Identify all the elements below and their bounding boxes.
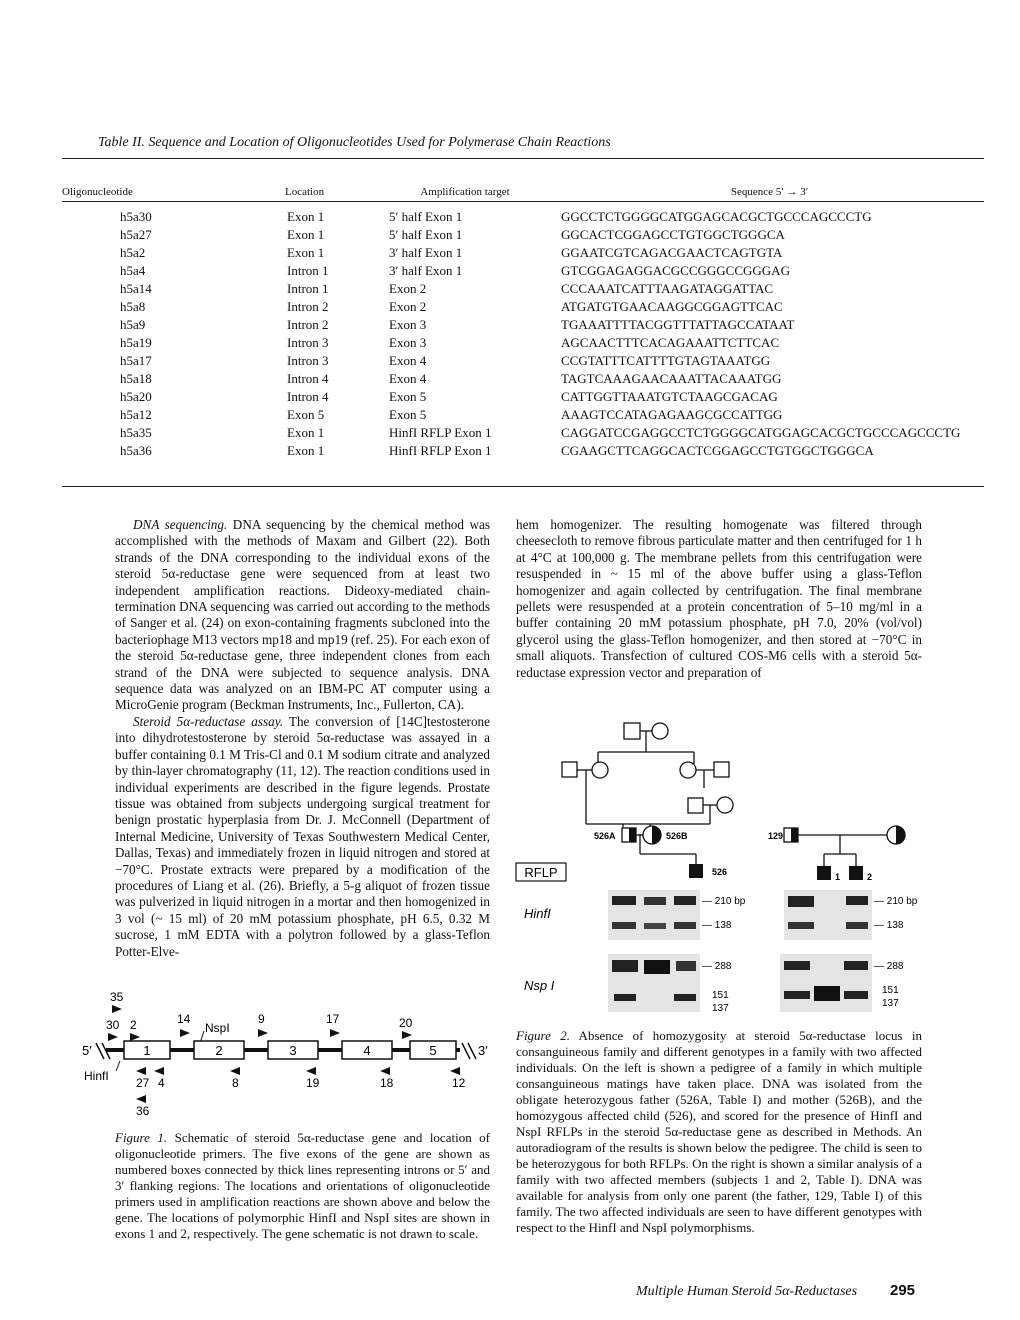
caption-heading: Figure 1. [115, 1130, 168, 1145]
band-size-151: 151 [882, 985, 899, 996]
sequence-cell: AAAGTCCATAGAGAAGCGCCATTGG [561, 407, 783, 422]
label-526: 526 [712, 867, 728, 877]
page-number: 295 [890, 1282, 916, 1299]
target-cell: HinfI RFLP Exon 1 [389, 443, 492, 458]
blot-band [612, 896, 636, 905]
band-size-288: — 288 [702, 961, 732, 972]
primer-label-2: 2 [130, 1018, 137, 1032]
subject2-affected-icon [849, 866, 863, 880]
figure2-caption [516, 1028, 922, 1236]
target-cell: 5′ half Exon 1 [389, 227, 463, 242]
target-cell: Exon 4 [389, 371, 427, 386]
oligo-cell: h5a12 [120, 407, 152, 422]
sequence-cell: CAGGATCCGAGGCCTCTGGGGCATGGAGCACGCTGCCCAGCCCTG [561, 425, 961, 440]
blot-band [844, 991, 868, 999]
three-prime-label: 3′ [478, 1043, 488, 1058]
location-cell: Intron 4 [287, 371, 329, 386]
table-row [62, 244, 984, 262]
primer-label-9: 9 [258, 1012, 265, 1026]
primer-label-14: 14 [177, 1012, 191, 1026]
oligo-cell: h5a27 [120, 227, 152, 242]
mother-half-affected-icon [652, 826, 661, 844]
label-subject-1: 1 [835, 872, 841, 882]
oligo-cell: h5a18 [120, 371, 152, 386]
primer-label-35: 35 [110, 990, 124, 1004]
oligo-cell: h5a2 [120, 245, 146, 260]
sequence-cell: GGCACTCGGAGCCTGTGGCTGGGCA [561, 227, 785, 242]
sequence-cell: ATGATGTGAACAAGGCGGAGTTCAC [561, 299, 783, 314]
location-cell: Exon 5 [287, 407, 325, 422]
band-size-210: — 210 bp [702, 896, 746, 907]
father2-half-affected-icon [791, 828, 798, 842]
band-size-138: — 138 [874, 920, 904, 931]
location-cell: Exon 1 [287, 245, 325, 260]
table-row [62, 226, 984, 244]
location-cell: Intron 3 [287, 335, 329, 350]
left-text-column [115, 517, 490, 960]
target-cell: HinfI RFLP Exon 1 [389, 425, 492, 440]
oligo-cell: h5a17 [120, 353, 152, 368]
blot-band [846, 896, 868, 905]
paragraph-text: The conversion of [14C]testosterone into dihydrotestosterone by steroid 5α-reductase was assayed in a buffer containing 0.1 M Tris-Cl and 0.1 M sodium citrate and analyzed by thin-layer chromatography (11, 12). The reaction conditions used in individual experiments are described in the figure legends. Prostate tissue was obtained from subjects undergoing surgical treatment for benign prostatic hyperplasia from Dr. J. McConnell (Department of Internal Medicine, University of Texas Southwestern Medical Center, Dallas, Texas) and immediately frozen in liquid nitrogen and stored at −70°C. Prostate extracts were prepared by a modification of the procedures of Liang et al. (26). Briefly, a 5-g aliquot of frozen tissue was pulverized in liquid nitrogen in a mortar and then homogenized in 3 vol (~ 15 ml) of 20 mM potassium phosphate, pH 6.5, 0.32 M sucrose, 1 mM EDTA with a polytron followed by a glass-Teflon Potter-Elve- [115, 713, 490, 959]
oligo-cell: h5a19 [120, 335, 152, 350]
caption-text: Schematic of steroid 5α-reductase gene and location of oligonucleotide primers. The five exons of the gene are shown as numbered boxes connected by thick lines representing introns or 5′ and 3′ flanking regions. The locations and orientations of oligonucleotide primers used in amplification reactions are shown above and below the gene. The locations of polymorphic HinfI and NspI sites are shown in exons 1 and 2, respectively. The gene schematic is not drawn to scale. [115, 1130, 490, 1241]
subject1-affected-icon [817, 866, 831, 880]
primer-label-18: 18 [380, 1076, 394, 1090]
exon-5-label: 5 [429, 1043, 437, 1058]
blot-band [644, 897, 666, 905]
figure2-pedigree-autoradiogram [510, 718, 930, 1020]
blot-band [644, 923, 666, 929]
sequence-cell: CATTGGTTAAATGTCTAAGCGACAG [561, 389, 778, 404]
location-cell: Exon 1 [287, 227, 325, 242]
figure1-gene-schematic [80, 985, 500, 1120]
blot-band [674, 896, 696, 905]
table-row [62, 442, 984, 460]
location-cell: Exon 1 [287, 443, 325, 458]
oligo-cell: h5a20 [120, 389, 152, 404]
oligonucleotide-table [62, 168, 984, 460]
label-526A: 526A [594, 831, 616, 841]
exon-2-label: 2 [215, 1043, 223, 1058]
col-header-target: Amplification target [420, 186, 510, 198]
blot-band [844, 961, 868, 970]
blot-band [612, 922, 636, 929]
primer-label-20: 20 [399, 1016, 413, 1030]
table-row [62, 352, 984, 370]
target-cell: 5′ half Exon 1 [389, 209, 463, 224]
five-prime-label: 5′ [82, 1043, 92, 1058]
table-top-rule [62, 158, 984, 159]
blot-band [788, 922, 814, 929]
oligo-cell: h5a36 [120, 443, 152, 458]
table-caption: Table II. Sequence and Location of Oligonucleotides Used for Polymerase Chain Reactions [98, 135, 611, 150]
primer-label-8: 8 [232, 1076, 239, 1090]
sequence-cell: AGCAACTTTCACAGAAATTCTTCAC [561, 335, 780, 350]
sequence-cell: CCGTATTTCATTTTGTAGTAAATGG [561, 353, 771, 368]
label-subject-2: 2 [867, 872, 873, 882]
oligo-cell: h5a4 [120, 263, 146, 278]
band-size-137: 137 [882, 998, 899, 1009]
table-row [62, 262, 984, 280]
target-cell: Exon 5 [389, 389, 427, 404]
col-header-sequence: Sequence 5′ → 3′ [730, 186, 809, 198]
table-row [62, 316, 984, 334]
location-cell: Intron 3 [287, 353, 329, 368]
table-row [62, 334, 984, 352]
oligo-cell: h5a14 [120, 281, 152, 296]
target-cell: 3′ half Exon 1 [389, 263, 463, 278]
table-row [62, 298, 984, 316]
table-row [62, 388, 984, 406]
paragraph-continued: hem homogenizer. The resulting homogenate was filtered through cheesecloth to remove fibrous particulate matter and then centrifuged for 1 h at 4°C at 100,000 g. The membrane pellets from this centrifugation were resuspended in ~ 15 ml of the above buffer using a glass-Teflon homogenizer and again collected by centrifugation. The final membrane pellets were resuspended at a protein concentration of 5–10 mg/ml in a buffer containing 20 mM potassium phosphate, pH 7.0, 20% (vol/vol) glycerol using the glass-Teflon homogenizer, and then stored at −70°C in small aliquots. Transfection of cultured COS-M6 cells with a steroid 5α-reductase expression vector and preparation of [516, 517, 922, 680]
table-row [62, 208, 984, 226]
band-size-137: 137 [712, 1003, 729, 1014]
sequence-cell: GGAATCGTCAGACGAACTCAGTGTA [561, 245, 783, 260]
caption-heading: Figure 2. [516, 1028, 570, 1043]
father-half-affected-icon [629, 828, 636, 842]
label-526B: 526B [666, 831, 688, 841]
blot-band [612, 960, 638, 972]
location-cell: Intron 2 [287, 317, 329, 332]
exon-3-label: 3 [289, 1043, 297, 1058]
location-cell: Exon 1 [287, 425, 325, 440]
caption-text: Absence of homozygosity at steroid 5α-reductase locus in consanguineous family and different genotypes in a family with two affected individuals. On the left is shown a pedigree of a family in which multiple consanguineous matings have taken place. DNA was isolated from the obligate heterozygous father (526A, Table I) and mother (526B), and the homozygous affected child (526), and scored for the presence of HinfI and NspI RFLPs in the steroid 5α-reductase gene as described in Methods. An autoradiogram of the results is shown below the pedigree. The child is seen to be heterozygous for both RFLPs. On the right is shown a similar analysis of a family with two affected members (subjects 1 and 2, Table I). DNA was available for analysis from only one parent (the father, 129, Table I) of this family. The two affected individuals are seen to have different genotypes with respect to the HinfI and NspI polymorphisms. [516, 1028, 922, 1235]
band-size-151: 151 [712, 990, 729, 1001]
right-text-column [516, 517, 922, 681]
label-129: 129 [768, 831, 784, 841]
table-row [62, 370, 984, 388]
location-cell: Intron 2 [287, 299, 329, 314]
paragraph-heading: Steroid 5α-reductase assay. [133, 713, 284, 729]
oligo-cell: h5a35 [120, 425, 152, 440]
primer-label-27: 27 [136, 1076, 150, 1090]
hinfi-row-label: HinfI [524, 906, 551, 921]
blot-band [846, 922, 868, 929]
primer-label-36: 36 [136, 1104, 150, 1118]
hinfi-site-label: HinfI [84, 1069, 109, 1083]
blot-band [788, 896, 814, 907]
blot-band [784, 961, 810, 970]
location-cell: Intron 1 [287, 281, 329, 296]
col-header-oligonucleotide: Oligonucleotide [62, 186, 133, 198]
sequence-cell: CGAAGCTTCAGGCACTCGGAGCCTGTGGCTGGGCA [561, 443, 874, 458]
table-row [62, 280, 984, 298]
band-size-210: — 210 bp [874, 896, 918, 907]
rflp-label: RFLP [524, 865, 558, 880]
location-cell: Intron 4 [287, 389, 329, 404]
sequence-cell: GGCCTCTGGGGCATGGAGCACGCTGCCCAGCCCTG [561, 209, 872, 224]
paragraph-heading: DNA sequencing. [133, 517, 228, 532]
location-cell: Intron 1 [287, 263, 329, 278]
sequence-cell: TGAAATTTTACGGTTTATTAGCCATAAT [561, 317, 795, 332]
blot-band [674, 994, 696, 1001]
sequence-cell: CCCAAATCATTTAAGATAGGATTAC [561, 281, 774, 296]
table-bottom-rule [62, 486, 984, 487]
target-cell: Exon 2 [389, 281, 427, 296]
target-cell: Exon 3 [389, 317, 427, 332]
target-cell: Exon 3 [389, 335, 427, 350]
location-cell: Exon 1 [287, 209, 325, 224]
oligo-cell: h5a9 [120, 317, 146, 332]
table-header-row [62, 168, 984, 198]
paragraph-dna-sequencing [115, 517, 490, 714]
mother2-half-affected-icon [896, 826, 905, 844]
blot-band [614, 994, 636, 1001]
paragraph-text: DNA sequencing by the chemical method was accomplished with the methods of Maxam and Gilbert (22). Both strands of the DNA corresponding to the individual exons of the steroid 5α-reductase gene were sequenced from at least two independent amplification reactions. Dideoxy-mediated chain-termination DNA sequencing was carried out according to the methods of Sanger et al. (24) on exon-containing fragments subcloned into the bacteriophage M13 vectors mp18 and mp19 (ref. 25). For each exon of the steroid 5α-reductase gene, three independent clones from each strand of the DNA were subjected to sequence analysis. DNA sequence data was analyzed on an IBM-PC AT computer using a MicroGenie program (Beckman Instruments, Inc., Fullerton, CA). [115, 517, 490, 713]
primer-label-30: 30 [106, 1018, 120, 1032]
blot-band [814, 986, 840, 1001]
primer-label-4: 4 [158, 1076, 165, 1090]
sequence-cell: TAGTCAAAGAACAAATTACAAATGG [561, 371, 782, 386]
nspi-site-label: NspI [205, 1021, 230, 1035]
child-affected-icon [689, 864, 703, 878]
col-header-location: Location [285, 186, 325, 198]
blot-band [784, 991, 810, 999]
target-cell: Exon 5 [389, 407, 427, 422]
blot-band [674, 922, 696, 929]
blot-band [676, 961, 696, 971]
band-size-288: — 288 [874, 961, 904, 972]
table-row [62, 406, 984, 424]
running-footer-title: Multiple Human Steroid 5α-Reductases [636, 1284, 858, 1299]
target-cell: Exon 2 [389, 299, 427, 314]
sequence-cell: GTCGGAGAGGACGCCGGGCCGGGAG [561, 263, 790, 278]
exon-1-label: 1 [143, 1043, 151, 1058]
table-row [62, 424, 984, 442]
target-cell: Exon 4 [389, 353, 427, 368]
oligo-cell: h5a8 [120, 299, 146, 314]
paragraph-reductase-assay [115, 714, 490, 960]
blot-band [644, 960, 670, 974]
primer-label-17: 17 [326, 1012, 340, 1026]
oligo-cell: h5a30 [120, 209, 152, 224]
figure1-caption [115, 1130, 490, 1242]
primer-label-12: 12 [452, 1076, 466, 1090]
target-cell: 3′ half Exon 1 [389, 245, 463, 260]
primer-label-19: 19 [306, 1076, 320, 1090]
nspi-row-label: Nsp I [524, 978, 555, 993]
exon-4-label: 4 [363, 1043, 371, 1058]
band-size-138: — 138 [702, 920, 732, 931]
